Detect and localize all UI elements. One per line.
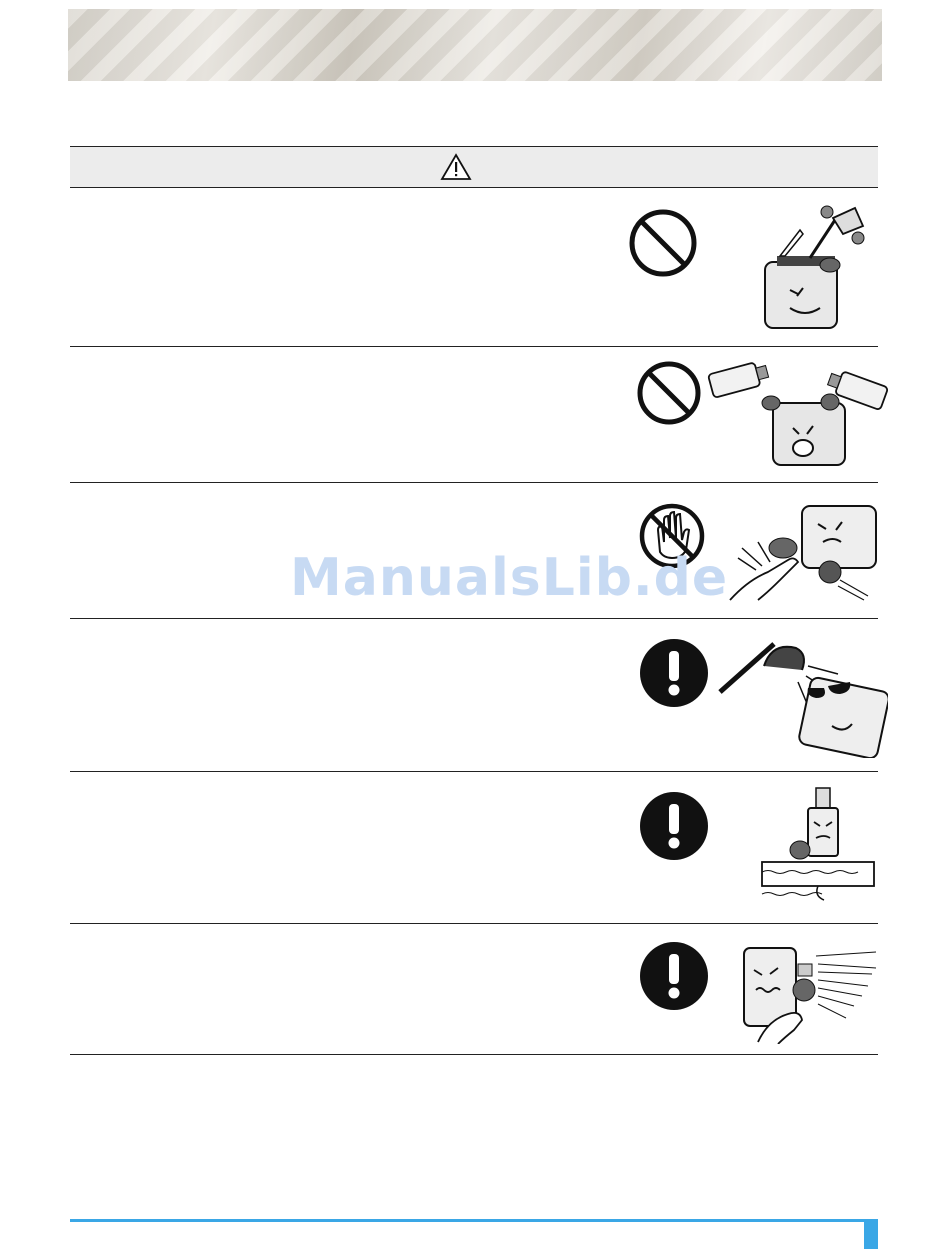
- mandatory-icon: [638, 790, 710, 862]
- lamp-glare-illustration: [712, 636, 888, 758]
- footer-rule: [70, 1219, 864, 1222]
- liquid-spill-illustration: [755, 200, 875, 335]
- footer-tab: [864, 1219, 878, 1249]
- row-divider: [70, 771, 878, 772]
- spray-bottle-illustration: [705, 358, 895, 473]
- row-divider: [70, 618, 878, 619]
- watermark: ManualsLib.de: [290, 548, 729, 608]
- mandatory-icon: [638, 637, 710, 709]
- row-divider: [70, 346, 878, 347]
- mandatory-icon: [638, 940, 710, 1012]
- decorative-banner: [68, 9, 882, 81]
- warning-triangle-icon: [440, 153, 472, 181]
- row-divider: [70, 923, 878, 924]
- row-divider: [70, 482, 878, 483]
- hand-touching-illustration: [728, 500, 880, 602]
- ventilation-illustration: [760, 786, 878, 904]
- prohibited-icon: [636, 360, 702, 426]
- prohibited-icon: [628, 208, 698, 278]
- caution-header: [70, 146, 878, 188]
- plug-removal-illustration: [738, 940, 880, 1044]
- row-divider: [70, 1054, 878, 1055]
